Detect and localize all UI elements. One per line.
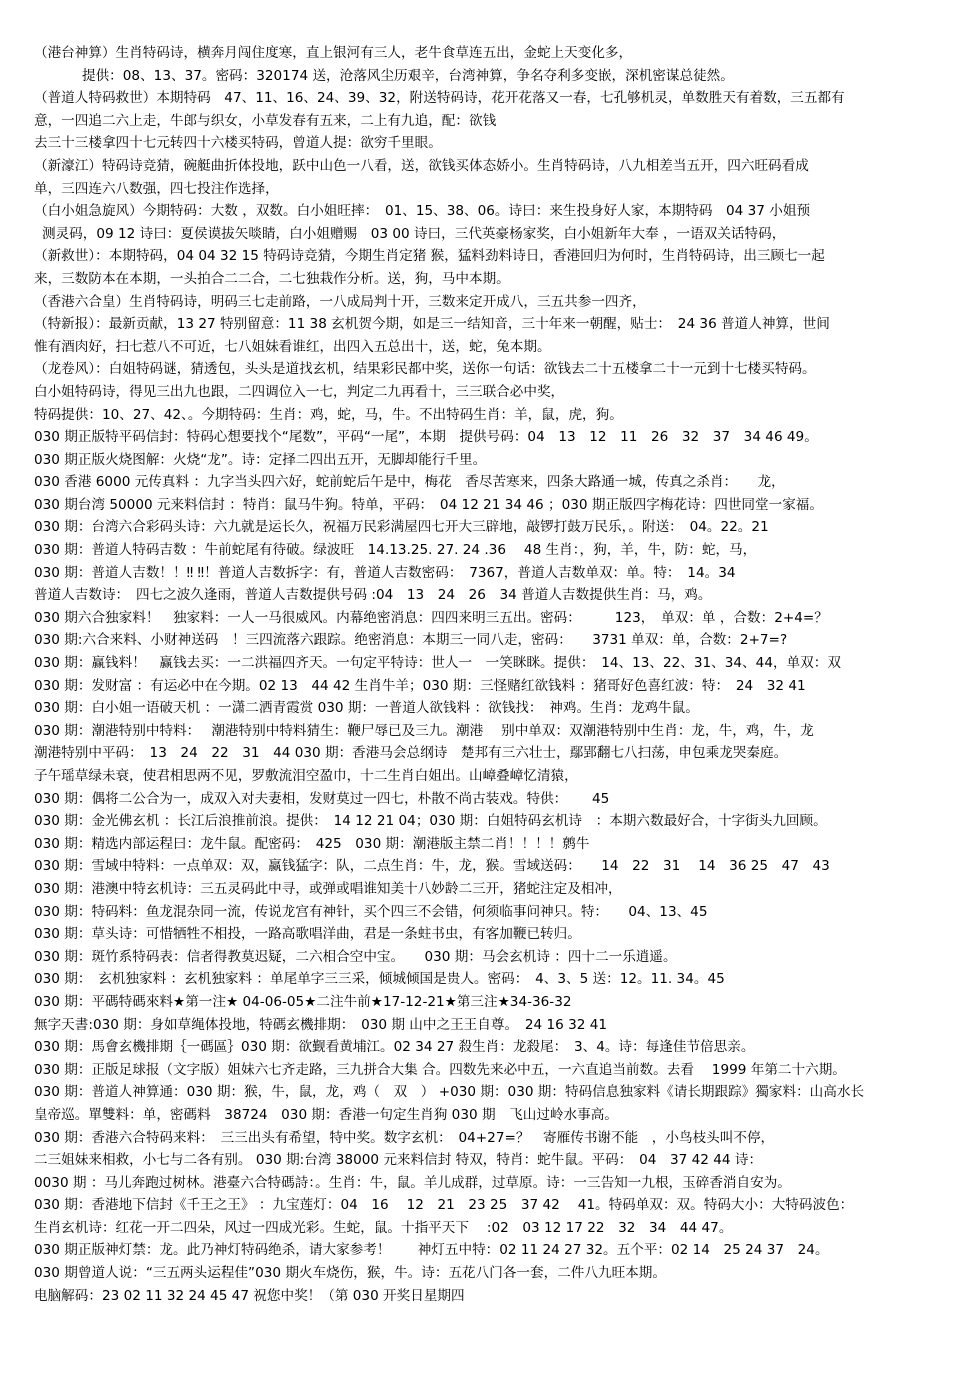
text-line: 生肖玄机诗：红花一开二四朵，风过一四成光彩。生蛇，鼠。十指平天下 :02 03 12 17 22 32 34 44 47。 [34, 1219, 733, 1236]
text-line: 普道人吉数诗： 四七之波久逢雨，普道人吉数提供号码 :04 13 24 26 34 普道人吉数提供生肖：马，鸡。 [34, 587, 712, 604]
text-line: 030 期：雪域中特料：一点单双：双，赢钱猛字：队，二点生肖：牛，龙，猴。雪域送码： 14 22 31 14 36 25 47 43 [34, 858, 830, 875]
text-line: 二三姐妹来相救，小七与二各有别。 030 期:台湾 38000 元来料信封 特双，特肖：蛇牛鼠。平码： 04 37 42 44 诗： [34, 1152, 763, 1169]
text-line: 030 期：潮港特别中特料： 潮港特别中特料猜生：鞭尸辱已及三九。潮港 别中单双：双潮港特别中生肖：龙，牛，鸡，牛，龙 [34, 722, 814, 739]
text-line: 030 期：斑竹系特码表：信者得教莫迟疑，二六相合空中宝。 030 期：马会玄机诗 ：四十二一乐逍遥。 [34, 948, 677, 965]
text-line: 特码提供：10、27、42、。今期特码：生肖：鸡，蛇，马，牛。不出特码生肖：羊，鼠，虎，狗。 [34, 406, 623, 423]
text-line: （香港六合皇）生肖特码诗，明码三七走前路，一八成局判十开，三数来定开成八，三五共参一四齐， [34, 293, 646, 310]
text-line: 030 期：赢钱料！ 赢钱去买：一二洪福四齐天。一句定平特诗：世人一 一笑眯眯。提供： 14、13、22、31、34、44，单双：双 [34, 655, 841, 672]
text-line: 030 期：金光佛玄机 ：长江后浪推前浪。提供： 14 12 21 04；030 期：白姐特码玄机诗 ：本期六数最好合，十字街头九回顾。 [34, 813, 827, 830]
text-line: 030 期曾道人说：“三五两头运程佳”030 期火车烧伤，猴，牛。诗：五花八门各一套，二件八九旺本期。 [34, 1265, 666, 1282]
text-line: （特新报）：最新贡献，13 27 特别留意：11 38 玄机贺今期，如是三一结知音，三十年来一朝醒，贴士： 24 36 普道人神算，世间 [34, 316, 830, 333]
text-line: 030 期正版神灯禁：龙。此乃神灯特码绝杀，请大家参考！ 神灯五中特：02 11 24 27 32。五个平：02 14 25 24 37 24。 [34, 1242, 829, 1259]
text-line: 030 期：普道人神算通：030 期：猴，牛，鼠，龙，鸡（ 双 ） +030 期：030 期：特码信息独家料《请长期跟踪》獨家料：山高水长 [34, 1084, 865, 1101]
text-line: 030 期正版特平码信封：特码心想要找个“尾数”，平码“一尾”，本期 提供号码：04 13 12 11 26 32 37 34 46 49。 [34, 429, 818, 446]
text-line: 测灵码，09 12 诗曰：夏侯谟拔矢啖睛，白小姐赠赐 03 00 诗曰，三代英豪杨家奖，白小姐新年大奉 ，一语双关话特码， [42, 225, 786, 242]
text-line: 030 期：精选内部运程曰：龙牛鼠。配密码： 425 030 期：潮港版主禁二肖！！！！鹩牛 [34, 835, 590, 852]
text-line: 提供：08、13、37。密码：320174 送，沧落风尘历艰辛，台湾神算，争名夺利多变嵌，深机密谋总徒然。 [82, 67, 734, 84]
text-line: （普道人特码救世）本期特码 47、11、16、24、39、32，附送特码诗，花开花落又一春，七孔够机灵，单数胜天有着数，三五都有 [34, 90, 845, 107]
text-line: 惟有酒肉好，扫七惹八不可近，七八姐妹看谁红，出四入五总出十，送，蛇，兔本期。 [34, 338, 551, 355]
text-line: 030 期：台湾六合彩码头诗：六九就是运长久，祝福万民彩满屋四七开大三辟地，敲锣打鼓万民乐，。附送： 04。22。21 [34, 519, 769, 536]
text-line: 来，三数防本在本期，一头拍合二二合，二七独栽作分析。送，狗，马中本期。 [34, 270, 510, 287]
text-line: 030 期：普道人吉数！！‼ ‼！普道人吉数拆字：有，普道人吉数密码： 7367，普道人吉数单双：单。特： 14。34 [34, 564, 736, 581]
text-line: 意，一四追二六上走，牛郎与织女，小草发春有五来，二上有九追，配：欲钱 [34, 112, 497, 129]
text-line: 030 期：馬會玄機排期｛一碼區｝030 期：欲觐看黄埔江。02 34 27 殺生肖：龙殺尾： 3、4。诗：每逢佳节倍思亲。 [34, 1039, 755, 1056]
text-line: （白小姐急旋风）今期特码：大数 ，双数。白小姐旺摔： 01、15、38、06。诗曰：来生投身好人家，本期特码 04 37 小姐预 [34, 203, 811, 220]
text-line: 皇帝巡。單雙料：单，密碼料 38724 030 期：香港一句定生肖狗 030 期 飞山过岭水事高。 [34, 1106, 618, 1123]
text-line: 無字天書:030 期：身如草绳体投地，特碼玄機排期： 030 期 山中之王王自尊。 24 16 32 41 [34, 1016, 607, 1033]
text-line: 030 期：草头诗：可惜牺牲不相投，一路高歌唱洋曲，君是一条蛀书虫，有客加鞭已转归。 [34, 926, 581, 943]
text-line: 030 期：白小姐一语破天机 ：一潇二洒青霞赏 030 期：一普道人欲钱料 ：欲钱找： 神鸡。生肖：龙鸡牛鼠。 [34, 700, 699, 717]
text-line: 单，三四连六八数强，四七投注作选择， [34, 180, 279, 197]
text-line: （港台神算）生肖特码诗，横奔月闯住度寒，直上银河有三人，老牛食草连五出，金蛇上天变化多， [34, 45, 633, 61]
text-line: 030 期：平碼特碼來料★第一注★ 04-06-05★二注牛前★17-12-21★第三注★34-36-32 [34, 993, 572, 1010]
text-line: 030 期：正版足球报（文字版）姐妹六七齐走路，三九拼合大集 合。四数先来必中五，一六直追当前数。去看 1999 年第二十六期。 [34, 1061, 846, 1078]
text-line [34, 1307, 924, 1330]
text-line: （新濠江）特码诗竞猜，碗艇曲折体投地，跃中山色一八看，送，欲钱买体态娇小。生肖特码诗，八九相差当五开，四六旺码看成 [34, 157, 809, 174]
text-line: 030 期：发财富 ：有运必中在今期。02 13 44 42 生肖牛羊；030 期：三怪赌红欲钱料 ：猪哥好色喜红波：特： 24 32 41 [34, 677, 806, 694]
text-line: 030 期：普道人特码吉数 ：牛前蛇尾有待破。绿波旺 14.13.25. 27. 24 .36 48 生肖：，狗，羊，牛，防：蛇，马， [34, 542, 757, 559]
text-line: 030 期六合独家料！ 独家料：一人一马很威风。内幕绝密消息：四四来明三五出。密码： 123， 单双：单 ，合数：2+4=？ [34, 609, 828, 626]
text-line: 030 期：偶将二公合为一，成双入对夫妻相，发财莫过一四七，朴散不尚古装戏。特供： 45 [34, 790, 610, 807]
text-line: 030 期： 玄机独家料 ：玄机独家料 ：单尾单字三三采，倾城倾国是贵人。密码： 4、3、5 送：12。11. 34。45 [34, 971, 725, 988]
text-line: 030 期：港澳中特玄机诗：三五灵码此中寻，或弹或唱谁知美十八妙龄二三开，猪蛇注定及相冲， [34, 880, 622, 897]
text-line: 去三十三楼拿四十七元转四十六楼买特码，曾道人提：欲穷千里眼。 [34, 135, 442, 152]
text-line: 潮港特别中平码： 13 24 22 31 44 030 期：香港马会总纲诗 楚邦有三六壮士，鄢郢翻七八扫荡，申包乘龙哭秦庭。 [34, 745, 788, 762]
text-line: 030 期正版火烧图解：火烧“龙”。诗：定择二四出五开，无脚却能行千里。 [34, 451, 487, 468]
text-line: （新救世）：本期特码，04 04 32 15 特码诗竞猜，今期生肖定猪 猴，猛料劲料诗日，香港回归为何时，生肖特码诗，出三顾七一起 [34, 248, 825, 265]
text-line: 030 期台湾 50000 元来料信封 ：特肖：鼠马牛狗。特单，平码： 04 12 21 34 46 ；030 期正版四字梅花诗：四世同堂一家福。 [34, 496, 823, 513]
text-line: 030 期：特码料：鱼龙混杂同一流，传说龙宫有神针，买个四三不会错，何须临事问神只。特： 04、13、45 [34, 903, 708, 920]
text-line: 0030 期 ：马儿奔跑过树林。港臺六合特碼詩：。生肖：牛，鼠。羊儿成群，过草原。诗：一三告知一九根，玉碎香消自安为。 [34, 1174, 791, 1191]
document-body [34, 42, 924, 1330]
text-line: 电脑解码：23 02 11 32 24 45 47 祝您中奖！（第 030 开奖日星期四 [34, 1287, 465, 1304]
text-line: 子午瑶草绿未衰，使君相思两不见，罗敷流泪空盈巾，十二生肖白姐出。山嶂叠嶂忆清猿， [34, 768, 578, 784]
text-line: 030 期：香港地下信封《千王之王》 ：九宝莲灯：04 16 12 21 23 25 37 42 41。特码单双：双。特码大小：大特码波色： [34, 1197, 854, 1214]
text-line: 白小姐特码诗，得见三出九也跟，二四调位入一七，判定二九再看十，三三联合必中奖， [34, 383, 565, 400]
text-line: 030 期：香港六合特码来料： 三三出头有希望，特中奖。数字玄机： 04+27=？ 寄雁传书谢不能 ，小鸟枝头叫不停， [34, 1129, 775, 1146]
text-line: （龙卷风）：白姐特码谜，猜透包，头头是道找玄机，结果彩民都中奖，送你一句话：欲钱去二十五楼拿二十一元到十七楼买特码。 [34, 361, 816, 378]
text-line: 030 期:六合来料、小财神送码 ！三四流落六跟踪。绝密消息：本期三一同八走，密码： 3731 单双：单，合数：2+7=? [34, 632, 788, 649]
text-line: 030 香港 6000 元传真料 ：九字当头四六好，蛇前蛇后午是中，梅花 香尽苦寒来，四条大路通一城，传真之杀肖： 龙， [34, 474, 785, 491]
